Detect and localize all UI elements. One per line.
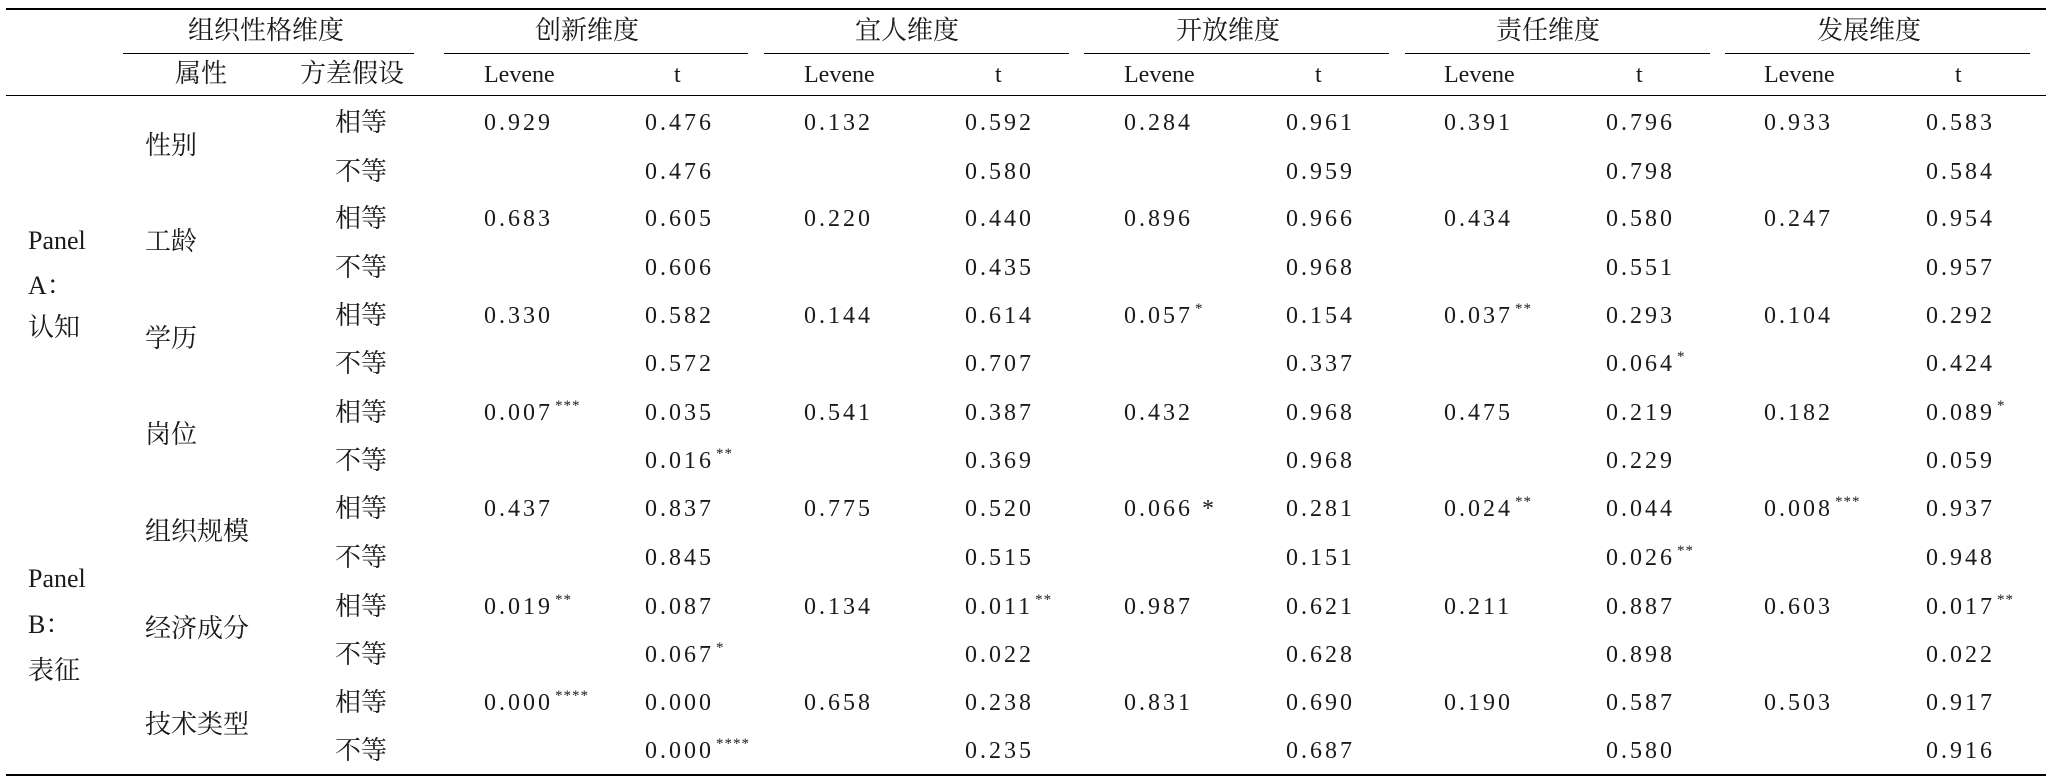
cell-value: 0.151: [1286, 545, 1355, 571]
cell-value: 0.016: [645, 448, 714, 474]
value-cell: [1286, 304, 1355, 328]
variance-assumption-label: 不等: [335, 349, 388, 378]
cell-value: 0.104: [1764, 303, 1833, 329]
cell-value: 0.628: [1286, 642, 1355, 668]
value-cell: [1764, 494, 1861, 522]
value-cell: [804, 691, 873, 715]
value-cell: [1444, 494, 1532, 522]
panel-a-line3: 认知: [28, 313, 81, 342]
value-cell: [645, 446, 733, 474]
cell-value: 0.896: [1124, 206, 1193, 232]
cell-value: 0.284: [1124, 110, 1193, 136]
cell-value: 0.948: [1926, 545, 1995, 571]
attribute-label: 学历: [145, 324, 198, 353]
variance-assumption-label: 不等: [335, 640, 388, 669]
value-cell: [645, 207, 714, 231]
cell-value: 0.580: [1606, 206, 1675, 232]
value-cell: [1444, 401, 1513, 425]
cell-value: 0.293: [1606, 303, 1675, 329]
cell-value: 0.845: [645, 545, 714, 571]
header-bottom-rule: [6, 95, 2046, 96]
value-cell: [804, 595, 873, 619]
value-cell: [1606, 739, 1675, 763]
levene-header: Levene: [1764, 62, 1835, 88]
cell-value: 0.235: [965, 738, 1034, 764]
cell-value: 0.434: [1444, 206, 1513, 232]
group-header: 发展维度: [1817, 16, 1922, 45]
value-cell: [1286, 595, 1355, 619]
cell-value: 0.229: [1606, 448, 1675, 474]
cell-value: 0.837: [645, 496, 714, 522]
cell-value: 0.066 *: [1124, 496, 1217, 522]
cell-value: 0.437: [484, 496, 553, 522]
significance-marker: ****: [716, 736, 750, 752]
value-cell: [1606, 401, 1675, 425]
value-cell: [1606, 111, 1675, 135]
cell-value: 0.391: [1444, 110, 1513, 136]
cell-value: 0.954: [1926, 206, 1995, 232]
value-cell: [645, 736, 750, 764]
value-cell: [965, 497, 1034, 521]
value-cell: [1926, 643, 1995, 667]
attribute-label: 经济成分: [145, 614, 250, 643]
value-cell: [1444, 111, 1513, 135]
cell-value: 0.011: [965, 594, 1034, 620]
panel-a-line2: A：: [28, 271, 73, 300]
value-cell: [1606, 691, 1675, 715]
t-header: t: [1955, 62, 1962, 88]
cell-value: 0.690: [1286, 690, 1355, 716]
significance-marker: **: [1515, 301, 1532, 317]
value-cell: [1124, 207, 1193, 231]
value-cell: [804, 401, 873, 425]
variance-assumption-label: 不等: [335, 446, 388, 475]
group-header: 创新维度: [535, 16, 640, 45]
bottom-rule: [6, 774, 2046, 776]
value-cell: [965, 207, 1034, 231]
cell-value: 0.687: [1286, 738, 1355, 764]
value-cell: [804, 304, 873, 328]
cell-value: 0.916: [1926, 738, 1995, 764]
cell-value: 0.144: [804, 303, 873, 329]
cell-value: 0.387: [965, 400, 1034, 426]
cell-value: 0.592: [965, 110, 1034, 136]
significance-marker: *: [1677, 349, 1686, 365]
significance-marker: *: [716, 640, 725, 656]
value-cell: [1926, 691, 1995, 715]
cell-value: 0.658: [804, 690, 873, 716]
value-cell: [1926, 304, 1995, 328]
cell-value: 0.024: [1444, 496, 1513, 522]
significance-marker: *: [1997, 398, 2006, 414]
cell-value: 0.775: [804, 496, 873, 522]
value-cell: [1606, 449, 1675, 473]
cell-value: 0.614: [965, 303, 1034, 329]
cell-value: 0.000: [645, 690, 714, 716]
panel-a-line1: Panel: [28, 226, 86, 255]
panel-b-line3: 表征: [28, 656, 81, 685]
cell-value: 0.190: [1444, 690, 1513, 716]
cell-value: 0.515: [965, 545, 1034, 571]
cell-value: 0.683: [484, 206, 553, 232]
value-cell: [645, 595, 714, 619]
value-cell: [645, 640, 725, 668]
value-cell: [1926, 449, 1995, 473]
cell-value: 0.796: [1606, 110, 1675, 136]
cell-value: 0.551: [1606, 255, 1675, 281]
cell-value: 0.476: [645, 110, 714, 136]
cell-value: 0.621: [1286, 594, 1355, 620]
value-cell: [1444, 207, 1513, 231]
cell-value: 0.220: [804, 206, 873, 232]
group-header-underline: [1084, 53, 1389, 54]
variance-assumption-label: 不等: [335, 543, 388, 572]
cell-value: 0.035: [645, 400, 714, 426]
significance-marker: *: [1195, 301, 1204, 317]
value-cell: [1606, 497, 1675, 521]
value-cell: [804, 497, 873, 521]
cell-value: 0.476: [645, 159, 714, 185]
cell-value: 0.026: [1606, 545, 1675, 571]
top-rule: [6, 8, 2046, 10]
cell-value: 0.087: [645, 594, 714, 620]
cell-value: 0.968: [1286, 448, 1355, 474]
value-cell: [965, 643, 1034, 667]
value-cell: [965, 449, 1034, 473]
value-cell: [645, 546, 714, 570]
cell-value: 0.008: [1764, 496, 1833, 522]
value-cell: [1124, 691, 1193, 715]
attribute-label: 工龄: [145, 227, 198, 256]
group-header: 责任维度: [1496, 16, 1601, 45]
cell-value: 0.582: [645, 303, 714, 329]
cell-value: 0.057: [1124, 303, 1193, 329]
panel-b-line1: Panel: [28, 564, 86, 593]
value-cell: [965, 401, 1034, 425]
attribute-label: 岗位: [145, 420, 198, 449]
attribute-label: 性别: [145, 131, 198, 160]
value-cell: [1286, 449, 1355, 473]
org-dimension-underline: [123, 53, 414, 54]
cell-value: 0.961: [1286, 110, 1355, 136]
cell-value: 0.968: [1286, 400, 1355, 426]
value-cell: [1926, 352, 1995, 376]
variance-assumption-label: 不等: [335, 253, 388, 282]
value-cell: [1124, 301, 1204, 329]
variance-assumption-header: 方差假设: [300, 59, 405, 88]
significance-marker: **: [716, 446, 733, 462]
significance-marker: ****: [555, 688, 589, 704]
value-cell: [965, 546, 1034, 570]
cell-value: 0.134: [804, 594, 873, 620]
value-cell: [1286, 207, 1355, 231]
significance-marker: **: [1677, 543, 1694, 559]
levene-header: Levene: [1124, 62, 1195, 88]
group-header-underline: [1405, 53, 1710, 54]
group-header: 宜人维度: [855, 16, 960, 45]
cell-value: 0.247: [1764, 206, 1833, 232]
group-header: 开放维度: [1176, 16, 1281, 45]
cell-value: 0.064: [1606, 351, 1675, 377]
value-cell: [965, 691, 1034, 715]
significance-marker: **: [555, 592, 572, 608]
cell-value: 0.132: [804, 110, 873, 136]
value-cell: [1606, 643, 1675, 667]
value-cell: [1926, 592, 2014, 620]
cell-value: 0.603: [1764, 594, 1833, 620]
value-cell: [1926, 497, 1995, 521]
attribute-label: 技术类型: [145, 710, 250, 739]
cell-value: 0.154: [1286, 303, 1355, 329]
variance-assumption-label: 相等: [335, 494, 388, 523]
cell-value: 0.933: [1764, 110, 1833, 136]
cell-value: 0.937: [1926, 496, 1995, 522]
value-cell: [1124, 595, 1193, 619]
value-cell: [484, 592, 572, 620]
value-cell: [1764, 595, 1833, 619]
variance-assumption-label: 相等: [335, 592, 388, 621]
cell-value: 0.503: [1764, 690, 1833, 716]
value-cell: [1926, 398, 2006, 426]
value-cell: [965, 256, 1034, 280]
cell-value: 0.572: [645, 351, 714, 377]
value-cell: [645, 497, 714, 521]
value-cell: [484, 688, 589, 716]
cell-value: 0.022: [965, 642, 1034, 668]
variance-assumption-label: 相等: [335, 301, 388, 330]
value-cell: [1926, 160, 1995, 184]
value-cell: [1926, 546, 1995, 570]
variance-assumption-label: 相等: [335, 398, 388, 427]
value-cell: [484, 398, 581, 426]
significance-marker: **: [1997, 592, 2014, 608]
cell-value: 0.067: [645, 642, 714, 668]
levene-header: Levene: [484, 62, 555, 88]
value-cell: [484, 304, 553, 328]
cell-value: 0.337: [1286, 351, 1355, 377]
value-cell: [1286, 160, 1355, 184]
value-cell: [1286, 739, 1355, 763]
cell-value: 0.475: [1444, 400, 1513, 426]
variance-assumption-label: 不等: [335, 736, 388, 765]
variance-assumption-label: 相等: [335, 204, 388, 233]
value-cell: [484, 497, 553, 521]
value-cell: [1124, 497, 1217, 521]
t-header: t: [1636, 62, 1643, 88]
group-header-underline: [444, 53, 748, 54]
cell-value: 0.831: [1124, 690, 1193, 716]
cell-value: 0.435: [965, 255, 1034, 281]
variance-assumption-label: 相等: [335, 108, 388, 137]
cell-value: 0.000: [645, 738, 714, 764]
value-cell: [645, 111, 714, 135]
levene-header: Levene: [1444, 62, 1515, 88]
value-cell: [1286, 401, 1355, 425]
cell-value: 0.587: [1606, 690, 1675, 716]
value-cell: [1606, 595, 1675, 619]
cell-value: 0.929: [484, 110, 553, 136]
cell-value: 0.959: [1286, 159, 1355, 185]
value-cell: [1444, 691, 1513, 715]
value-cell: [1286, 546, 1355, 570]
cell-value: 0.044: [1606, 496, 1675, 522]
cell-value: 0.584: [1926, 159, 1995, 185]
value-cell: [645, 256, 714, 280]
t-header: t: [995, 62, 1002, 88]
value-cell: [1444, 301, 1532, 329]
cell-value: 0.330: [484, 303, 553, 329]
cell-value: 0.019: [484, 594, 553, 620]
value-cell: [1606, 256, 1675, 280]
value-cell: [804, 111, 873, 135]
value-cell: [645, 401, 714, 425]
cell-value: 0.292: [1926, 303, 1995, 329]
cell-value: 0.957: [1926, 255, 1995, 281]
value-cell: [1606, 207, 1675, 231]
value-cell: [1606, 543, 1694, 571]
value-cell: [645, 691, 714, 715]
cell-value: 0.369: [965, 448, 1034, 474]
cell-value: 0.887: [1606, 594, 1675, 620]
cell-value: 0.182: [1764, 400, 1833, 426]
cell-value: 0.089: [1926, 400, 1995, 426]
value-cell: [1444, 595, 1512, 619]
cell-value: 0.238: [965, 690, 1034, 716]
levene-header: Levene: [804, 62, 875, 88]
cell-value: 0.968: [1286, 255, 1355, 281]
cell-value: 0.017: [1926, 594, 1995, 620]
value-cell: [1926, 207, 1995, 231]
cell-value: 0.798: [1606, 159, 1675, 185]
value-cell: [1606, 160, 1675, 184]
org-dimension-header: 组织性格维度: [188, 16, 345, 45]
panel-b-line2: B：: [28, 610, 72, 639]
value-cell: [1926, 256, 1995, 280]
group-header-underline: [764, 53, 1069, 54]
value-cell: [1286, 643, 1355, 667]
cell-value: 0.059: [1926, 448, 1995, 474]
cell-value: 0.211: [1444, 594, 1513, 620]
group-header-underline: [1725, 53, 2030, 54]
cell-value: 0.580: [1606, 738, 1675, 764]
cell-value: 0.424: [1926, 351, 1995, 377]
value-cell: [645, 352, 714, 376]
cell-value: 0.898: [1606, 642, 1675, 668]
value-cell: [645, 304, 714, 328]
cell-value: 0.605: [645, 206, 714, 232]
cell-value: 0.037: [1444, 303, 1513, 329]
value-cell: [1764, 111, 1833, 135]
value-cell: [645, 160, 714, 184]
significance-marker: ***: [555, 398, 581, 414]
value-cell: [1764, 691, 1833, 715]
value-cell: [965, 160, 1034, 184]
cell-value: 0.580: [965, 159, 1034, 185]
significance-marker: **: [1515, 494, 1532, 510]
cell-value: 0.432: [1124, 400, 1193, 426]
value-cell: [1764, 207, 1833, 231]
cell-value: 0.440: [965, 206, 1034, 232]
value-cell: [965, 304, 1034, 328]
t-header: t: [674, 62, 681, 88]
value-cell: [1124, 401, 1193, 425]
significance-marker: **: [1035, 592, 1053, 608]
attribute-label: 组织规模: [145, 517, 250, 546]
cell-value: 0.541: [804, 400, 873, 426]
value-cell: [484, 207, 553, 231]
value-cell: [1286, 352, 1355, 376]
value-cell: [1926, 739, 1995, 763]
value-cell: [1124, 111, 1193, 135]
value-cell: [1926, 111, 1995, 135]
variance-assumption-label: 不等: [335, 157, 388, 186]
cell-value: 0.987: [1124, 594, 1193, 620]
variance-assumption-label: 相等: [335, 688, 388, 717]
significance-marker: ***: [1835, 494, 1861, 510]
cell-value: 0.917: [1926, 690, 1995, 716]
value-cell: [1606, 304, 1675, 328]
cell-value: 0.606: [645, 255, 714, 281]
cell-value: 0.583: [1926, 110, 1995, 136]
value-cell: [1606, 349, 1686, 377]
attribute-header: 属性: [175, 59, 228, 88]
value-cell: [1286, 691, 1355, 715]
value-cell: [965, 352, 1034, 376]
cell-value: 0.000: [484, 690, 553, 716]
cell-value: 0.219: [1606, 400, 1675, 426]
value-cell: [1764, 401, 1833, 425]
cell-value: 0.022: [1926, 642, 1995, 668]
value-cell: [1764, 304, 1833, 328]
cell-value: 0.281: [1286, 496, 1355, 522]
value-cell: [1286, 111, 1355, 135]
value-cell: [484, 111, 553, 135]
cell-value: 0.707: [965, 351, 1034, 377]
value-cell: [965, 592, 1053, 620]
cell-value: 0.520: [965, 496, 1034, 522]
value-cell: [804, 207, 873, 231]
cell-value: 0.966: [1286, 206, 1355, 232]
cell-value: 0.007: [484, 400, 553, 426]
value-cell: [1286, 497, 1355, 521]
t-header: t: [1315, 62, 1322, 88]
value-cell: [965, 111, 1034, 135]
value-cell: [1286, 256, 1355, 280]
value-cell: [965, 739, 1034, 763]
